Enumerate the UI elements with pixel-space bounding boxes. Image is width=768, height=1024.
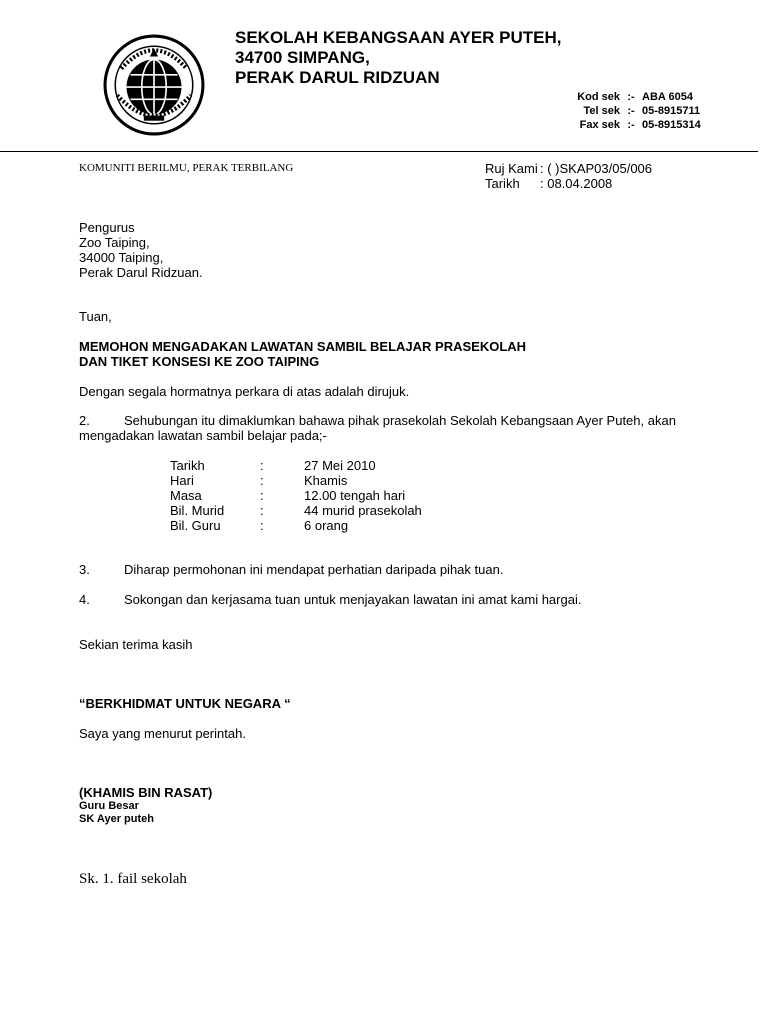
detail-colon: :: [260, 503, 264, 518]
paragraph-3-text: Diharap permohonan ini mendapat perhatian daripada pihak tuan.: [124, 562, 504, 577]
recipient-line: Pengurus: [79, 220, 135, 235]
contact-row: [570, 104, 701, 118]
subject-line2: DAN TIKET KONSESI KE ZOO TAIPING: [79, 354, 320, 369]
intro-paragraph: Dengan segala hormatnya perkara di atas adalah dirujuk.: [79, 384, 410, 399]
paragraph-number: 2.: [79, 413, 90, 428]
signer-name: (KHAMIS BIN RASAT): [79, 785, 213, 800]
date-value: : 08.04.2008: [540, 176, 613, 191]
contact-label: Fax sek: [579, 119, 620, 131]
contact-label: Tel sek: [583, 105, 620, 117]
paragraph-number: 4.: [79, 592, 90, 607]
paragraph-2-line2: mengadakan lawatan sambil belajar pada;-: [79, 428, 327, 443]
reference-row: [485, 161, 652, 176]
reference-value: : ( )SKAP03/05/006: [540, 161, 653, 176]
recipient-line: 34000 Taiping,: [79, 250, 164, 265]
carbon-copy: Sk. 1. fail sekolah: [79, 871, 187, 887]
detail-colon: :: [260, 473, 264, 488]
detail-row: [170, 488, 422, 503]
paragraph-4-text: Sokongan dan kerjasama tuan untuk menjayakan lawatan ini amat kami hargai.: [124, 592, 582, 607]
detail-row: [170, 458, 422, 473]
reference-label: Ruj Kami: [485, 161, 538, 176]
date-row: [485, 176, 652, 191]
header-divider: [0, 151, 758, 152]
recipient-address: [79, 220, 203, 280]
obedience-line: Saya yang menurut perintah.: [79, 726, 246, 741]
detail-value: 27 Mei 2010: [304, 458, 376, 473]
detail-colon: :: [260, 458, 264, 473]
detail-key: Tarikh: [170, 458, 205, 473]
school-name-line1: SEKOLAH KEBANGSAAN AYER PUTEH,: [235, 28, 562, 47]
subject: [79, 339, 526, 369]
paragraph-2-line1: Sehubungan itu dimaklumkan bahawa pihak prasekolah Sekolah Kebangsaan Ayer Puteh, akan: [124, 413, 676, 428]
school-name-line3: PERAK DARUL RIDZUAN: [235, 68, 440, 87]
recipient-line: Zoo Taiping,: [79, 235, 150, 250]
contact-value: 05-8915314: [642, 119, 701, 131]
school-contacts: [570, 90, 701, 132]
paragraph-4: [79, 592, 581, 607]
contact-sep: :-: [627, 119, 635, 131]
recipient-line: Perak Darul Ridzuan.: [79, 265, 203, 280]
subject-line1: MEMOHON MENGADAKAN LAWATAN SAMBIL BELAJAR PRASEKOLAH: [79, 339, 527, 354]
visit-details: [170, 458, 422, 533]
detail-value: 6 orang: [304, 518, 349, 533]
detail-key: Bil. Guru: [170, 518, 221, 533]
contact-row: [570, 90, 701, 104]
signer-title: Guru Besar: [79, 800, 139, 812]
detail-key: Bil. Murid: [170, 503, 225, 518]
detail-value: Khamis: [304, 473, 348, 488]
school-logo: [103, 34, 205, 136]
slogan: “BERKHIDMAT UNTUK NEGARA “: [79, 696, 291, 711]
contact-value: ABA 6054: [642, 91, 693, 103]
contact-sep: :-: [627, 105, 635, 117]
signer-school: SK Ayer puteh: [79, 813, 154, 825]
date-label: Tarikh: [485, 176, 520, 191]
detail-row: [170, 518, 422, 533]
greeting: Tuan,: [79, 309, 112, 324]
reference-block: [485, 161, 652, 191]
detail-colon: :: [260, 518, 264, 533]
school-name: [235, 28, 562, 88]
detail-key: Hari: [170, 473, 194, 488]
motto: KOMUNITI BERILMU, PERAK TERBILANG: [79, 162, 294, 174]
closing: Sekian terima kasih: [79, 637, 193, 652]
paragraph-number: 3.: [79, 562, 90, 577]
contact-label: Kod sek: [577, 91, 620, 103]
detail-row: [170, 473, 422, 488]
paragraph-2: [79, 413, 679, 443]
paragraph-3: [79, 562, 503, 577]
detail-value: 12.00 tengah hari: [304, 488, 406, 503]
detail-row: [170, 503, 422, 518]
detail-colon: :: [260, 488, 264, 503]
school-name-line2: 34700 SIMPANG,: [235, 48, 370, 67]
detail-value: 44 murid prasekolah: [304, 503, 422, 518]
detail-key: Masa: [170, 488, 202, 503]
contact-sep: :-: [627, 91, 635, 103]
contact-value: 05-8915711: [642, 105, 701, 117]
contact-row: [570, 118, 701, 132]
